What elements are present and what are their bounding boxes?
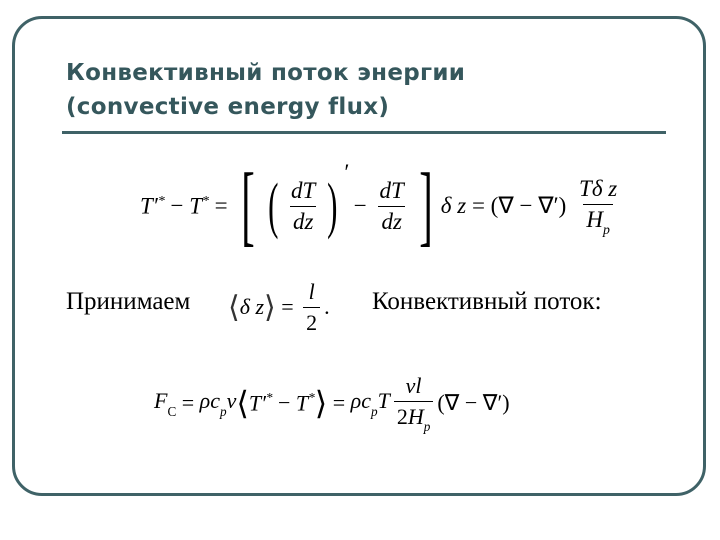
title-line-1: Конвективный поток энергии	[66, 60, 466, 86]
equation-mixing-length: ⟨ δ z ⟩ = $\frac{l}{2}$ .	[228, 278, 330, 335]
label-accept: Принимаем	[66, 288, 191, 315]
label-convective-flux: Конвективный поток:	[372, 288, 602, 315]
equation-convective-flux: $F_C$ = $\rho c_pv$ ⟨ T′* − T* ⟩ = $\rho c_pT$ $\frac{vl}{2H_p}$ (∇ − ∇′)	[154, 372, 510, 435]
title-underline	[62, 131, 666, 134]
title-line-2: (convective energy flux)	[66, 94, 390, 120]
slide-title	[66, 56, 465, 124]
equation-temperature-excess: T′* − T* = [ ( $\frac{dT}{dz}$ ) ′ − $\frac{dT}{dz}$ ] δ z = (∇ − ∇′) $\frac{\text{Tδ z}}{H_p}$	[140, 156, 618, 255]
